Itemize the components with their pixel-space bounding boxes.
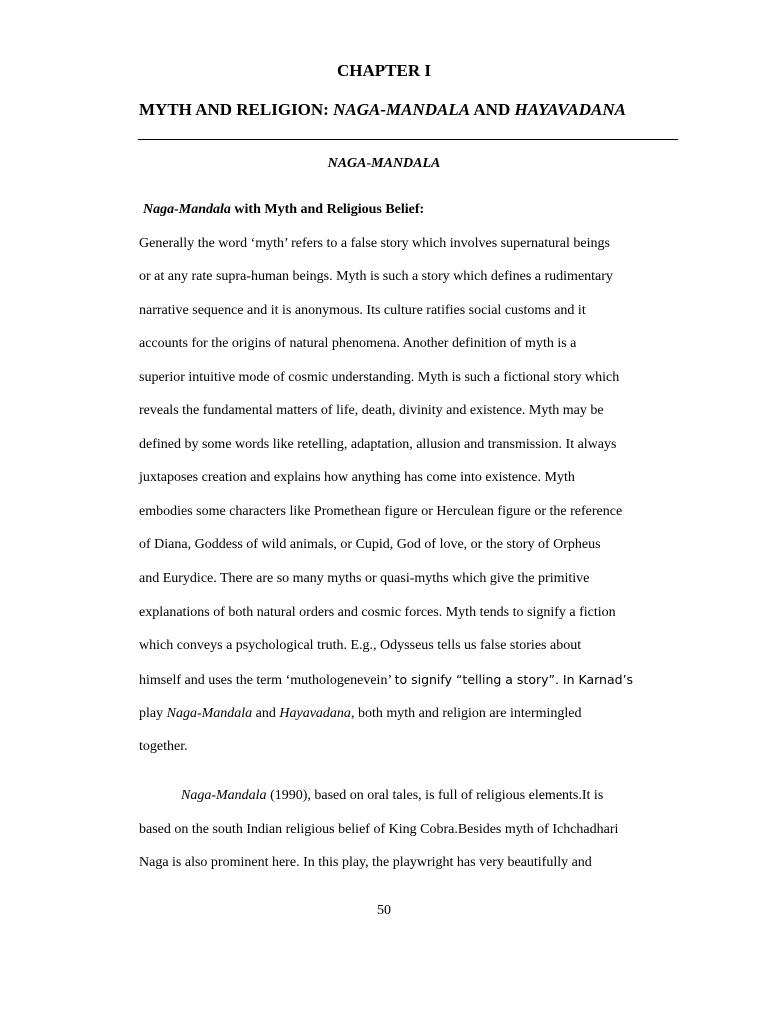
paragraph-line: accounts for the origins of natural phenomena. Another definition of myth is a: [139, 336, 577, 351]
paragraph-line: [139, 704, 582, 724]
section-heading: NAGA-MANDALA: [327, 156, 441, 171]
paragraph-line-text: and: [252, 706, 280, 721]
chapter-title-prefix: MYTH AND RELIGION:: [139, 100, 334, 119]
paragraph-line: together.: [139, 739, 188, 754]
title-divider: [138, 139, 678, 140]
paragraph-line: embodies some characters like Promethean figure or Herculean figure or the reference: [139, 504, 623, 519]
paragraph-line: of Diana, Goddess of wild animals, or Cupid, God of love, or the story of Orpheus: [139, 537, 601, 552]
paragraph-line: which conveys a psychological truth. E.g., Odysseus tells us false stories about: [139, 638, 582, 653]
paragraph-line: reveals the fundamental matters of life, death, divinity and existence. Myth may be: [139, 403, 604, 418]
chapter-label: CHAPTER I: [337, 61, 431, 80]
paragraph-line: based on the south Indian religious belief of King Cobra.Besides myth of Ichchadhari: [139, 822, 619, 837]
paragraph-line: superior intuitive mode of cosmic understanding. Myth is such a fictional story which: [139, 370, 620, 385]
subheading-rest: with Myth and Religious Belief:: [230, 202, 425, 217]
play-title-italic: Naga-Mandala: [166, 706, 253, 721]
paragraph-line: defined by some words like retelling, adaptation, allusion and transmission. It always: [139, 437, 617, 452]
paragraph-line-text: , both myth and religion are intermingled: [350, 706, 582, 721]
paragraph-line: Naga is also prominent here. In this play, the playwright has very beautifully and: [139, 855, 592, 870]
paragraph-line-text: play: [139, 706, 167, 721]
paragraph-line: or at any rate supra-human beings. Myth is such a story which defines a rudimentary: [139, 269, 613, 284]
play-title-italic: Hayavadana: [279, 706, 351, 721]
subheading-italic: Naga-Mandala: [143, 202, 231, 217]
paragraph-line-text-sans: to signify “telling a story”. In Karnad’s: [394, 672, 634, 687]
paragraph-line-text: himself and uses the term ‘muthologenevein’: [139, 673, 395, 688]
play-title-italic: Naga-Mandala: [181, 788, 267, 803]
paragraph-line: juxtaposes creation and explains how anything has come into existence. Myth: [139, 470, 575, 485]
paragraph-line: [139, 670, 633, 691]
chapter-title-play2: HAYAVADANA: [514, 100, 626, 119]
page-number: 50: [377, 903, 391, 918]
paragraph-line: Generally the word ‘myth’ refers to a false story which involves supernatural beings: [139, 236, 610, 251]
paragraph-line-text: (1990), based on oral tales, is full of religious elements.It is: [266, 788, 604, 803]
subheading: [143, 200, 424, 220]
paragraph-line: [181, 786, 603, 806]
chapter-title-and: AND: [470, 100, 515, 119]
chapter-title: [139, 99, 626, 121]
paragraph-line: explanations of both natural orders and cosmic forces. Myth tends to signify a fiction: [139, 605, 616, 620]
paragraph-line: narrative sequence and it is anonymous. Its culture ratifies social customs and it: [139, 303, 586, 318]
chapter-title-play1: NAGA-MANDALA: [333, 100, 471, 119]
paragraph-line: and Eurydice. There are so many myths or quasi-myths which give the primitive: [139, 571, 590, 586]
